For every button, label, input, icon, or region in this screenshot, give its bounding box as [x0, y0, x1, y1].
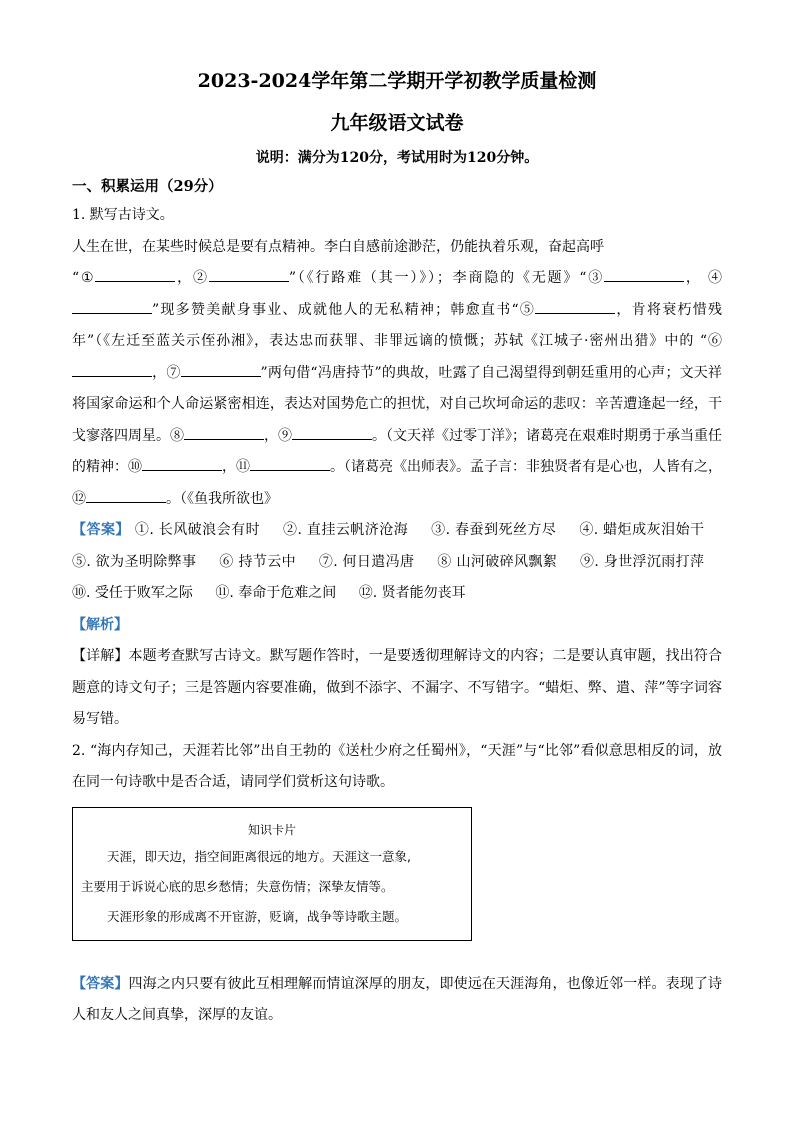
fill-blank	[535, 299, 615, 314]
answer-tag: 【答案】	[72, 522, 130, 538]
answer-item: ⑩. 受任于败军之际	[72, 585, 193, 601]
q1-text: ，②	[175, 270, 209, 286]
fill-blank	[184, 425, 264, 440]
analysis-detail	[72, 641, 722, 736]
q1-text: ④	[708, 270, 722, 286]
answer-item: ⑦. 何日遣冯唐	[318, 553, 415, 570]
q1-text: “⑥	[699, 333, 722, 349]
answer-item: ⑨. 身世浮沉雨打萍	[580, 553, 705, 570]
answer-1	[72, 515, 722, 610]
q1-text: 人生在世，在某些时候总是要有点精神。李白自感前途渺茫，仍能执着乐观，奋起高呼	[72, 238, 604, 255]
exam-note: 说明：满分为120分，考试用时为120分钟。	[255, 150, 539, 166]
exam-title: 2023-2024学年第二学期开学初教学质量检测	[197, 70, 597, 92]
card-title: 知识卡片	[247, 822, 296, 837]
fill-blank	[604, 267, 684, 282]
q1-text: ，⑨	[264, 427, 292, 444]
answer-2	[72, 969, 722, 1032]
detail-tag: 【详解】	[72, 648, 129, 664]
answer-item: ⑧ 山河破碎风飘絮	[437, 553, 558, 570]
spacer	[72, 941, 722, 969]
answer-item: ③. 春蚕到死丝方尽	[431, 522, 557, 538]
knowledge-card	[72, 807, 472, 941]
card-line: 天涯，即天边，指空间距离很远的地方。天涯这一意象,	[107, 848, 411, 864]
q1-text: ，⑦	[152, 364, 181, 381]
answer-item: ⑤. 欲为圣明除弊事	[72, 553, 197, 570]
section-heading: 一、积累运用（29分）	[72, 178, 223, 195]
fill-blank	[72, 362, 152, 377]
fill-blank	[181, 362, 261, 377]
q1-text: ”两句借“冯唐持节”的典故，吐露了自己渴望得到朝廷重用的心声；文天祥将国家命运和个人命运紧密相连，表达对国势危亡的担忧，对自己坎坷命运的悲叹：辛苦遭逢起一经，干戈寥落四周星。⑧	[72, 364, 722, 444]
analysis-1	[72, 610, 722, 736]
answer-item: ②. 直挂云帆济沧海	[283, 522, 409, 538]
fill-blank	[209, 267, 289, 282]
answer-tag: 【答案】	[72, 975, 129, 992]
fill-blank	[142, 456, 222, 471]
q1-text: 。（《鱼我所欲也》	[166, 490, 278, 507]
q1-text: 。（文天祥《过零丁洋》；诸葛亮在艰难时期勇于承当重任的精神：⑩	[72, 427, 722, 475]
q1-text: ”（《行路难（其一）》）；李商隐的《无题》“③	[288, 270, 605, 286]
fill-blank	[292, 425, 372, 440]
answer-item: ①. 长风破浪会有时	[134, 522, 261, 538]
fill-blank	[250, 456, 330, 471]
q1-text: ，	[684, 270, 702, 286]
answer-item: ⑪. 奉命于危难之间	[215, 585, 337, 601]
answer-item: ④. 蜡炬成灰泪始干	[579, 522, 705, 538]
answer-item: ⑫. 贤者能勿丧耳	[358, 585, 466, 601]
fill-blank	[72, 299, 152, 314]
fill-blank	[86, 488, 166, 503]
question-1-body	[72, 232, 722, 516]
analysis-tag: 【解析】	[72, 616, 128, 633]
card-line: 主要用于诉说心底的思乡愁情；失意伤情；深挚友情等。	[81, 878, 394, 894]
detail-text: 本题考查默写古诗文。默写题作答时，一是要透彻理解诗文的内容；二是要认真审题，找出符合题意的诗文句子；三是答题内容要准确，做到不添字、不漏字、不写错字。“蜡炬、弊、遣、萍”等字词容易写错。	[72, 648, 723, 727]
q1-text: ，肯将衰朽惜残年”（《左迁至蓝关示侄孙湘》，表达忠而获罪、非罪远谪的愤慨；苏轼《江城子·密州出猎》中的	[72, 301, 722, 349]
card-line: 天涯形象的形成离不开宦游，贬谪，战争等诗歌主题。	[107, 908, 408, 924]
q1-text: ，⑪	[222, 459, 250, 475]
q1-text: ”现多赞美献身事业、成就他人的无私精神；韩愈直书“⑤	[152, 301, 536, 318]
question-2: 2. “海内存知己，天涯若比邻”出自王勃的《送杜少府之任蜀州》，“天涯”与“比邻”看似意思相反的词，放在同一句诗歌中是否合适，请同学们赏析这句诗歌。	[72, 742, 722, 790]
q1-text: 。（诸葛亮《出师表》。孟子言：非独贤者有是心也，人皆有之，⑫	[72, 459, 722, 507]
answer-2-text: 四海之内只要有彼此互相理解而情谊深厚的朋友，即使远在天涯海角，也像近邻一样。表现了诗人和友人之间真挚，深厚的友谊。	[72, 975, 723, 1023]
answer-item: ⑥ 持节云中	[219, 553, 296, 570]
q1-text: “①	[72, 270, 96, 286]
question-1	[72, 200, 722, 515]
question-1-label: 1. 默写古诗文。	[72, 207, 174, 223]
exam-subtitle: 九年级语文试卷	[330, 112, 464, 134]
fill-blank	[95, 267, 175, 282]
exam-page	[72, 66, 722, 1032]
